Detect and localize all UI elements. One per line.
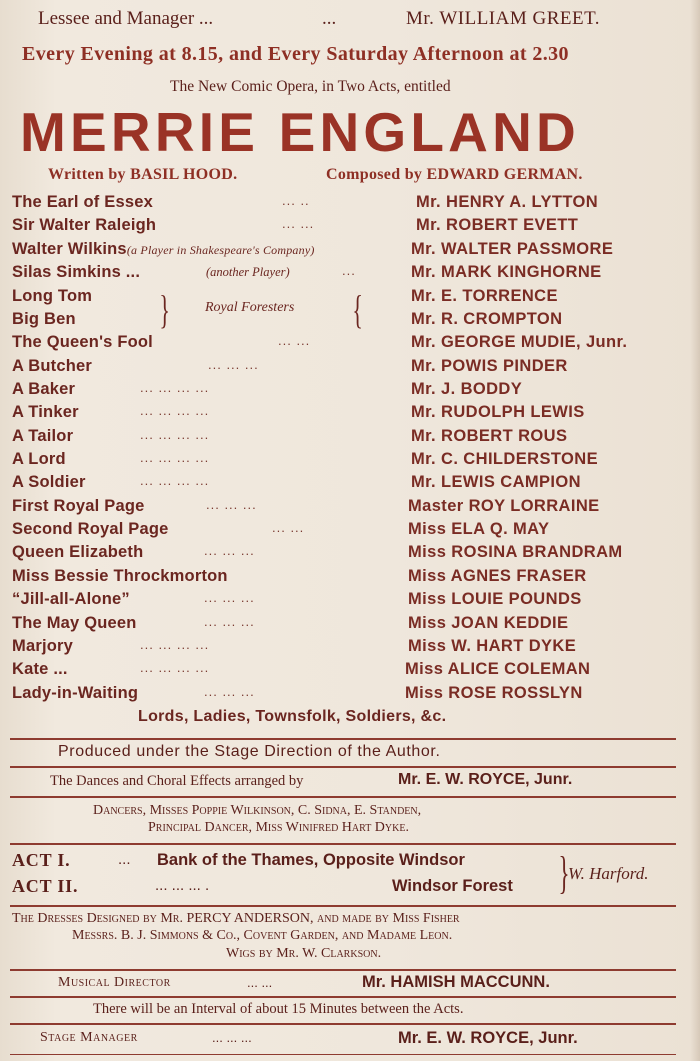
cast-actor: Mr. GEORGE MUDIE, Junr. — [411, 333, 628, 351]
cast-row — [0, 473, 700, 496]
cast-row — [0, 357, 700, 380]
cast-dots: ... ... ... ... — [140, 637, 210, 652]
cast-row — [0, 240, 700, 263]
cast-dots: ... ... ... — [204, 684, 255, 699]
dances-name: Mr. E. W. ROYCE, Junr. — [398, 771, 573, 788]
cast-role-text: Walter Wilkins — [12, 240, 127, 258]
cast-actor: Miss JOAN KEDDIE — [408, 614, 569, 632]
stage-manager-dots: ... ... ... — [212, 1030, 252, 1045]
cast-actor: Mr. WALTER PASSMORE — [411, 240, 614, 258]
cast-dots: ... — [342, 263, 356, 278]
interval-note: There will be an Interval of about 15 Minutes between the Acts. — [93, 1001, 464, 1017]
divider — [10, 796, 676, 798]
cast-role: A Tailor — [12, 427, 74, 445]
cast-actor: Mr. J. BODDY — [411, 380, 523, 398]
cast-dots: ... ... — [278, 333, 311, 348]
lessee-name: Mr. WILLIAM GREET. — [406, 8, 601, 29]
cast-dots: ... .. — [282, 193, 310, 208]
cast-actor: Miss W. HART DYKE — [408, 637, 577, 655]
cast-row — [0, 614, 700, 637]
cast-actor: Mr. MARK KINGHORNE — [411, 263, 602, 281]
stage-manager-name: Mr. E. W. ROYCE, Junr. — [398, 1029, 578, 1047]
cast-role: A Lord — [12, 450, 66, 468]
act-label: ACT II. — [12, 876, 79, 896]
cast-dots: ... ... ... ... — [140, 427, 210, 442]
lessee-dots: ... — [322, 8, 337, 29]
cast-row — [0, 310, 700, 333]
cast-actor: Miss LOUIE POUNDS — [408, 590, 582, 608]
right-brace: { — [352, 287, 363, 332]
act-label: ACT I. — [12, 850, 71, 870]
divider — [10, 1023, 676, 1025]
cast-role: Big Ben — [12, 310, 76, 328]
composed-by: Composed by EDWARD GERMAN. — [326, 166, 583, 183]
cast-note: (another Player) — [206, 265, 290, 279]
divider — [10, 738, 676, 740]
cast-row — [0, 660, 700, 683]
divider — [10, 996, 676, 998]
lessee-label: Lessee and Manager ... — [38, 8, 214, 29]
divider — [10, 766, 676, 768]
cast-row — [0, 520, 700, 543]
cast-row — [0, 287, 700, 310]
cast-role: The Queen's Fool — [12, 333, 153, 351]
scenery-by: W. Harford. — [568, 864, 649, 883]
cast-role: The May Queen — [12, 614, 137, 632]
cast-dots: ... ... ... ... — [140, 403, 210, 418]
cast-dots: ... ... ... — [204, 543, 255, 558]
divider — [10, 905, 676, 907]
cast-actor: Miss ALICE COLEMAN — [405, 660, 591, 678]
cast-row — [0, 380, 700, 403]
act-dots: ... — [118, 851, 131, 868]
cast-row — [0, 590, 700, 613]
acts-brace: } — [558, 847, 570, 898]
cast-role: A Baker — [12, 380, 76, 398]
wigs-line: Wigs by Mr. W. Clarkson. — [226, 946, 382, 961]
cast-dots: ... ... ... — [206, 497, 257, 512]
cast-actor: Mr. ROBERT EVETT — [416, 216, 579, 234]
cast-row — [0, 567, 700, 590]
cast-role: The Earl of Essex — [12, 193, 153, 211]
stage-direction: Produced under the Stage Direction of the Author. — [58, 743, 441, 760]
cast-dots: ... ... ... — [208, 357, 259, 372]
cast-dots: ... ... ... ... — [140, 380, 210, 395]
divider — [10, 1054, 676, 1055]
dresses-line: Messrs. B. J. Simmons & Co., Covent Garden, and Madame Leon. — [72, 928, 453, 943]
cast-actor: Mr. POWIS PINDER — [411, 357, 568, 375]
performance-times: Every Evening at 8.15, and Every Saturday Afternoon at 2.30 — [22, 43, 569, 65]
left-brace: } — [159, 287, 170, 332]
cast-role — [12, 240, 315, 259]
cast-dots: ... ... ... — [204, 590, 255, 605]
cast-row — [0, 216, 700, 239]
written-by: Written by BASIL HOOD. — [48, 166, 238, 183]
musical-director-dots: ... ... — [247, 975, 273, 990]
cast-role: A Butcher — [12, 357, 93, 375]
cast-role: Second Royal Page — [12, 520, 169, 538]
cast-role: Sir Walter Raleigh — [12, 216, 157, 234]
stage-manager-label: Stage Manager — [40, 1030, 138, 1045]
cast-actor: Mr. C. CHILDERSTONE — [411, 450, 598, 468]
dresses-line: The Dresses Designed by Mr. PERCY ANDERSON, and made by Miss Fisher — [12, 911, 460, 926]
cast-role: “Jill-all-Alone” — [12, 590, 130, 608]
dancers-line: Dancers, Misses Poppie Wilkinson, C. Sidna, E. Standen, — [93, 803, 422, 818]
cast-row — [0, 403, 700, 426]
cast-actor: Miss ELA Q. MAY — [408, 520, 550, 538]
cast-dots: ... ... — [272, 520, 305, 535]
divider — [10, 969, 676, 971]
cast-role: Marjory — [12, 637, 74, 655]
cast-row — [0, 263, 700, 286]
divider — [10, 843, 676, 845]
cast-actor: Miss AGNES FRASER — [408, 567, 587, 585]
cast-role: Silas Simkins ... — [12, 263, 141, 281]
cast-row — [0, 543, 700, 566]
cast-role: Lady-in-Waiting — [12, 684, 139, 702]
cast-actor: Mr. HENRY A. LYTTON — [416, 193, 599, 211]
cast-dots: ... ... — [282, 216, 315, 231]
principal-dancer: Principal Dancer, Miss Winifred Hart Dyke. — [148, 820, 409, 835]
cast-dots: ... ... ... ... — [140, 660, 210, 675]
cast-role: Queen Elizabeth — [12, 543, 144, 561]
cast-row — [0, 497, 700, 520]
cast-role: Kate ... — [12, 660, 68, 678]
cast-dots: ... ... ... ... — [140, 473, 210, 488]
cast-row — [0, 684, 700, 707]
cast-row — [0, 427, 700, 450]
cast-dots: ... ... ... ... — [140, 450, 210, 465]
cast-role: A Tinker — [12, 403, 79, 421]
cast-actor: Miss ROSE ROSSLYN — [405, 684, 583, 702]
cast-row — [0, 450, 700, 473]
cast-actor: Miss ROSINA BRANDRAM — [408, 543, 623, 561]
foresters-note: Royal Foresters — [205, 300, 295, 315]
cast-row — [0, 637, 700, 660]
act-dots: ... ... ... . — [155, 877, 210, 894]
cast-role: Long Tom — [12, 287, 93, 305]
cast-actor: Mr. LEWIS CAMPION — [411, 473, 581, 491]
cast-role: A Soldier — [12, 473, 86, 491]
cast-actor: Mr. RUDOLPH LEWIS — [411, 403, 585, 421]
page-title: MERRIE ENGLAND — [20, 101, 580, 163]
dances-label: The Dances and Choral Effects arranged by — [50, 773, 304, 789]
cast-role: Miss Bessie Throckmorton — [12, 567, 228, 585]
cast-actor: Mr. ROBERT ROUS — [411, 427, 568, 445]
musical-director-name: Mr. HAMISH MACCUNN. — [362, 973, 550, 991]
act-scene: Bank of the Thames, Opposite Windsor — [157, 851, 465, 869]
act-scene: Windsor Forest — [392, 877, 513, 895]
cast-note: (a Player in Shakespeare's Company) — [126, 243, 315, 257]
cast-actor: Master ROY LORRAINE — [408, 497, 600, 515]
cast-actor: Mr. E. TORRENCE — [411, 287, 558, 305]
cast-actor: Mr. R. CROMPTON — [411, 310, 563, 328]
cast-role: First Royal Page — [12, 497, 145, 515]
cast-row — [0, 333, 700, 356]
subtitle: The New Comic Opera, in Two Acts, entitled — [170, 78, 451, 95]
chorus-line: Lords, Ladies, Townsfolk, Soldiers, &c. — [138, 708, 447, 725]
paper-edge — [690, 0, 700, 1061]
cast-row — [0, 193, 700, 216]
musical-director-label: Musical Director — [58, 975, 171, 990]
cast-dots: ... ... ... — [204, 614, 255, 629]
